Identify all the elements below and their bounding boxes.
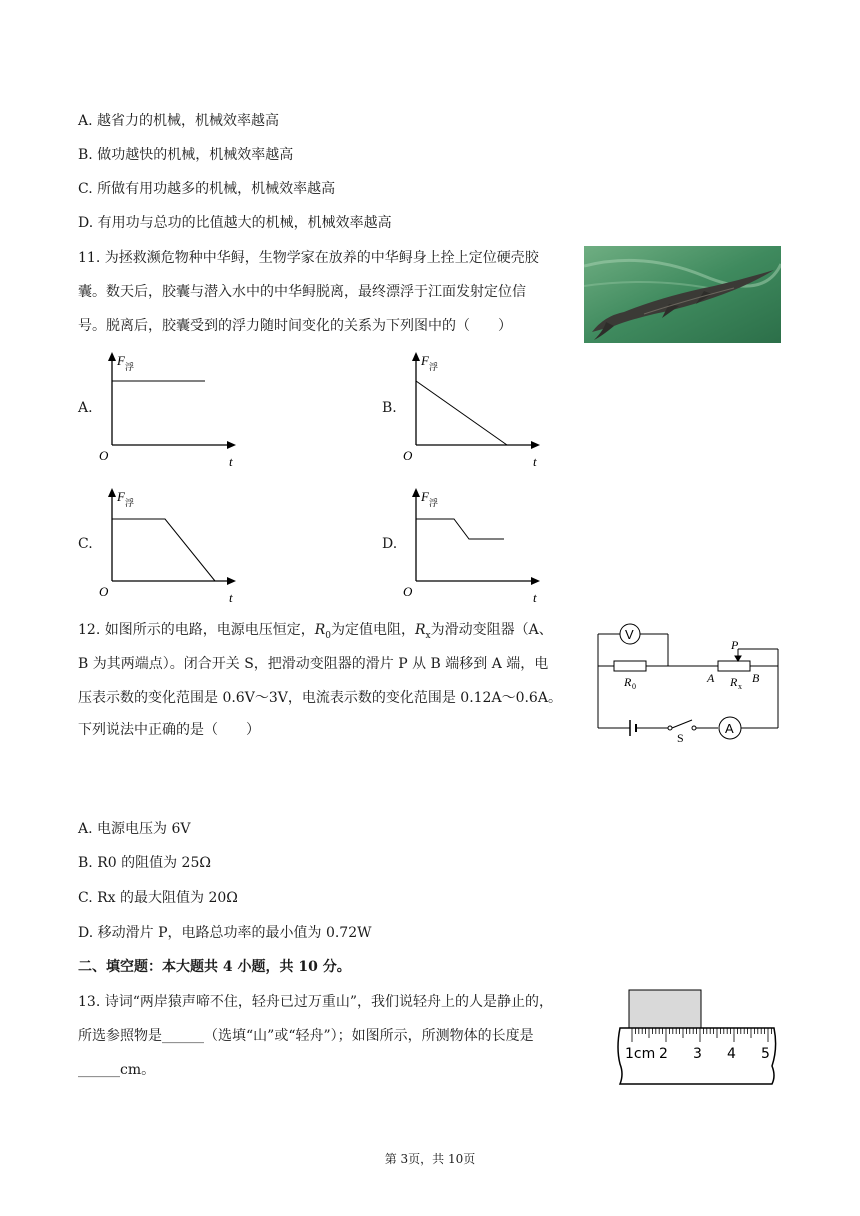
- graph-b-label: B.: [382, 400, 397, 416]
- graph-d: [399, 486, 559, 606]
- graph-b-y-label: F: [421, 353, 429, 368]
- ruler-label-1cm: 1cm: [625, 1046, 656, 1062]
- sturgeon-photo: [584, 246, 781, 343]
- q12-rx: R: [415, 622, 426, 638]
- q12-line-2: B 为其两端点）。闭合开关 S，把滑动变阻器的滑片 P 从 B 端移到 A 端，电: [78, 656, 549, 672]
- graph-b-origin: O: [403, 448, 413, 463]
- graph-d-y-sub: 浮: [429, 499, 439, 509]
- slider-p-label: P: [731, 638, 739, 652]
- q12-line-3: 压表示数的变化范围是 0.6V～3V，电流表示数的变化范围是 0.12A～0.6A。: [78, 690, 562, 706]
- graph-a-x-label: t: [229, 454, 233, 469]
- q12-line-1-a: 12. 如图所示的电路，电源电压恒定，: [78, 622, 315, 638]
- graph-d-label: D.: [382, 536, 398, 552]
- circuit-r0-sub: 0: [632, 682, 636, 691]
- q12-option-b: B. R0 的阻值为 25Ω: [78, 855, 211, 871]
- q12-r0: R: [314, 622, 326, 638]
- page-footer: 第 3页，共 10页: [384, 1152, 476, 1166]
- circuit-r0-label: R: [624, 675, 632, 689]
- q10-option-d: D. 有用功与总功的比值越大的机械，机械效率越高: [78, 215, 392, 231]
- graph-c-y-sub: 浮: [125, 499, 135, 509]
- circuit-a-label: A: [707, 671, 715, 685]
- voltmeter-label: V: [625, 627, 634, 642]
- q13-line-2: 所选参照物是______（选填“山”或“轻舟”）；如图所示，所测物体的长度是: [78, 1028, 534, 1044]
- graph-d-y-label: F: [421, 489, 429, 504]
- ruler-label-4: 4: [727, 1046, 736, 1062]
- graph-c-y-label: F: [117, 489, 125, 504]
- q12-line-1: [78, 620, 553, 646]
- switch-s-label: S: [677, 731, 684, 745]
- q12-line-1-c: 为滑动变阻器（A、: [430, 622, 553, 638]
- q12-option-a: A. 电源电压为 6V: [78, 821, 191, 837]
- circuit-b-label: B: [752, 671, 760, 685]
- graph-a-y-label: F: [117, 353, 125, 368]
- graph-c-origin: O: [99, 584, 109, 599]
- q12-rx-sub: x: [425, 630, 431, 641]
- q11-line-2: 囊。数天后，胶囊与潜入水中的中华鲟脱离，最终漂浮于江面发射定位信: [78, 284, 526, 300]
- q10-option-a: A. 越省力的机械，机械效率越高: [78, 113, 280, 129]
- graph-c: [95, 486, 255, 606]
- q12-option-d: D. 移动滑片 P，电路总功率的最小值为 0.72W: [78, 925, 372, 941]
- graph-a-label: A.: [78, 400, 93, 416]
- circuit-rx-sub: x: [738, 682, 742, 691]
- graph-c-x-label: t: [229, 590, 233, 605]
- q12-r0-sub: 0: [325, 630, 331, 641]
- q10-option-c: C. 所做有用功越多的机械，机械效率越高: [78, 181, 336, 197]
- section-heading: 二、填空题：本大题共 4 小题，共 10 分。: [78, 959, 351, 975]
- q11-line-3: 号。脱离后，胶囊受到的浮力随时间变化的关系为下列图中的（ ）: [78, 318, 512, 334]
- q12-option-c: C. Rx 的最大阻值为 20Ω: [78, 890, 238, 906]
- circuit-rx-label: R: [730, 675, 738, 689]
- graph-d-x-label: t: [533, 590, 537, 605]
- q12-line-4: 下列说法中正确的是（ ）: [78, 722, 260, 738]
- ruler-label-3: 3: [693, 1046, 702, 1062]
- q10-option-b: B. 做功越快的机械，机械效率越高: [78, 147, 294, 163]
- q13-line-3: ______cm。: [78, 1062, 156, 1078]
- graph-b: [399, 350, 559, 470]
- graph-b-y-sub: 浮: [429, 363, 439, 373]
- graph-c-label: C.: [78, 536, 93, 552]
- graph-a-y-sub: 浮: [125, 363, 135, 373]
- graph-a: [95, 350, 255, 470]
- circuit-diagram: [590, 616, 790, 746]
- graph-d-origin: O: [403, 584, 413, 599]
- ruler-label-5: 5: [761, 1046, 770, 1062]
- graph-a-origin: O: [99, 448, 109, 463]
- q12-line-1-b: 为定值电阻，: [331, 622, 415, 638]
- ruler-label-2: 2: [659, 1046, 668, 1062]
- q13-line-1: 13. 诗词“两岸猿声啼不住，轻舟已过万重山”，我们说轻舟上的人是静止的，: [78, 994, 554, 1010]
- ruler-figure: [612, 988, 782, 1088]
- q11-line-1: 11. 为拯救濒危物种中华鲟，生物学家在放养的中华鲟身上拴上定位硬壳胶: [78, 250, 539, 266]
- ammeter-label: A: [725, 721, 734, 736]
- graph-b-x-label: t: [533, 454, 537, 469]
